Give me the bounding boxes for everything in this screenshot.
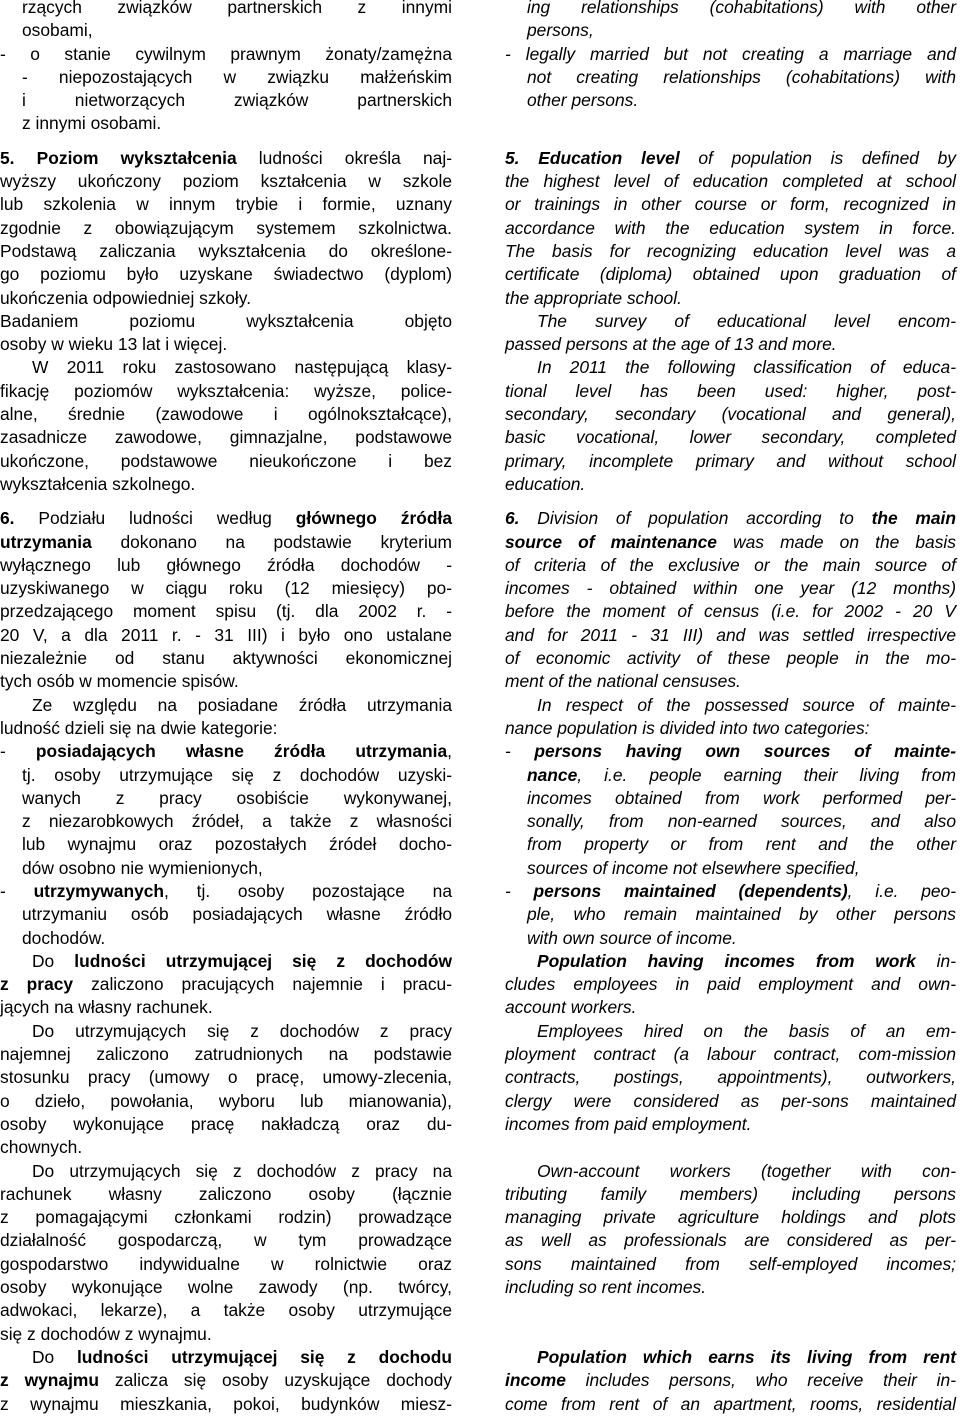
text-line: tych osób w momencie spisów. <box>0 671 239 692</box>
text-line: the appropriate school. <box>505 287 682 308</box>
text-line: Badaniem poziomu wykształcenia objęto <box>0 310 452 331</box>
text-line: 20 V, a dla 2011 r. - 31 III) i było ono ustalane <box>0 624 452 645</box>
paragraph-gap <box>0 136 452 147</box>
text-line: wyższy ukończony poziom kształcenia w szkole <box>0 171 452 192</box>
text-line: z innymi osobami. <box>22 113 162 134</box>
text-line: ukończenia odpowiedniej szkoły. <box>0 287 252 308</box>
text-run: Division of population according to <box>519 508 872 529</box>
text-line: Own-account workers (together with con- <box>537 1160 956 1181</box>
text-line <box>0 1369 452 1392</box>
text-line: In 2011 the following classification of educa- <box>537 357 956 378</box>
text-line <box>505 507 956 530</box>
text-line: chownych. <box>0 1137 83 1158</box>
text-line <box>505 147 956 170</box>
text-run: in- <box>915 950 956 971</box>
text-line <box>0 531 452 554</box>
text-line: tional level has been used: higher, post- <box>505 380 956 401</box>
bold-term: z pracy <box>0 974 74 995</box>
text-line: from property or from rent and the other <box>527 834 956 855</box>
text-line: ukończone, podstawowe nieukończone i bez <box>0 450 452 471</box>
bold-term: the main <box>871 508 956 529</box>
text-line: niezależnie od stanu aktywności ekonomicznej <box>0 648 452 669</box>
text-line: accordance with the education system in force. <box>505 217 956 238</box>
bold-term: utrzymania <box>0 531 92 552</box>
text-line: Podstawą zaliczania wykształcenia do określone- <box>0 240 452 261</box>
text-line: of economic activity of these people in the mo- <box>505 648 956 669</box>
text-line: or trainings in other course or form, recognized in <box>505 194 956 215</box>
bold-term: 6. <box>505 508 520 529</box>
bold-term: persons maintained (dependents) <box>533 880 848 901</box>
paragraph-gap <box>505 112 956 123</box>
text-line <box>505 764 956 787</box>
text-line: zasadnicze zawodowe, gimnazjalne, podstawowe <box>0 427 452 448</box>
bold-term: nance <box>527 764 578 785</box>
text-line: the highest level of education completed at school <box>505 171 956 192</box>
text-run: of population is defined by <box>679 147 956 168</box>
text-line: not creating relationships (cohabitations) with <box>527 66 956 87</box>
text-run: , tj. osoby pozostające na <box>164 880 453 901</box>
bold-term: income <box>505 1370 566 1391</box>
text-line: ludność dzieli się na dwie kategorie: <box>0 717 278 738</box>
bold-term: głównego źródła <box>295 508 452 529</box>
text-line <box>0 147 452 170</box>
text-line <box>505 1369 956 1392</box>
text-line: before the moment of census (i.e. for 2002 - 20 V <box>505 601 956 622</box>
text-line: sources of income not elsewhere specified, <box>527 857 860 878</box>
text-line: z pomagającymi członkami rodzin) prowadzące <box>0 1207 452 1228</box>
text-line: sons maintained from self-employed incomes; <box>505 1253 956 1274</box>
english-column <box>505 0 956 1416</box>
text-run: Do <box>32 950 75 971</box>
text-line: The basis for recognizing education level was a <box>505 240 956 261</box>
text-line: przedzającego moment spisu (tj. dla 2002 r. - <box>0 601 452 622</box>
text-line: Do utrzymujących się z dochodów z pracy na <box>32 1160 452 1181</box>
text-line: and for 2011 - 31 III) and was settled irrespective <box>505 624 956 645</box>
text-line: education. <box>505 473 586 494</box>
text-line: clergy were considered as per-sons maintained <box>505 1090 956 1111</box>
text-line: ing relationships (cohabitations) with other <box>527 0 956 17</box>
bold-term: Population having incomes from work <box>537 950 916 971</box>
text-run: Podziału ludności według <box>14 508 296 529</box>
polish-column <box>0 0 452 1416</box>
text-line: - o stanie cywilnym prawnym żonaty/zamężna <box>0 43 452 64</box>
text-run: Do <box>32 1346 77 1367</box>
paragraph-gap <box>505 496 956 507</box>
text-run: includes persons, who receive their in- <box>565 1370 956 1391</box>
text-line: wykształcenia szkolnego. <box>0 473 196 494</box>
bold-term: 5. Poziom wykształcenia <box>0 147 237 168</box>
text-line: wyłącznego lub głównego źródła dochodów - <box>0 554 452 575</box>
text-line: rzących związków partnerskich z innymi <box>22 0 452 17</box>
text-line: dochodów. <box>22 927 106 948</box>
text-line: o dzieło, powołania, wyboru lub mianowania), <box>0 1090 452 1111</box>
text-line: z wynajmu mieszkania, pokoi, budynków miesz- <box>0 1393 452 1414</box>
text-run: , <box>447 741 453 762</box>
text-line: osobami, <box>22 20 93 41</box>
text-line: account workers. <box>505 997 637 1018</box>
bold-term: z wynajmu <box>0 1370 99 1391</box>
text-line <box>0 740 452 763</box>
text-line: W 2011 roku zastosowano następującą klasy- <box>32 357 452 378</box>
text-line: incomes from paid employment. <box>505 1113 752 1134</box>
text-line: uzyskiwanego w ciągu roku (12 miesięcy) po- <box>0 578 452 599</box>
text-line: ployment contract (a labour contract, com-mission <box>505 1044 956 1065</box>
text-line: ple, who remain maintained by other persons <box>527 904 956 925</box>
bold-term: persons having own sources of mainte- <box>534 741 956 762</box>
text-line: The survey of educational level encom- <box>537 310 956 331</box>
text-line: Ze względu na posiadane źródła utrzymania <box>32 694 452 715</box>
text-run: ludności określa naj- <box>236 147 452 168</box>
blank-line <box>505 1299 956 1322</box>
text-line: certificate (diploma) obtained upon graduation of <box>505 264 956 285</box>
text-line: tributing family members) including persons <box>505 1183 956 1204</box>
text-line: passed persons at the age of 13 and more. <box>505 334 837 355</box>
text-line: osoby w wieku 13 lat i więcej. <box>0 334 228 355</box>
text-run: , i.e. people earning their living from <box>577 764 956 785</box>
text-line: nance population is divided into two categories: <box>505 717 870 738</box>
text-line: Employees hired on the basis of an em- <box>537 1020 956 1041</box>
bold-term: posiadających własne źródła utrzymania <box>35 741 448 762</box>
text-line: zgodnie z obowiązującym systemem szkolnictwa. <box>0 217 452 238</box>
text-line <box>505 950 956 973</box>
text-run: - <box>505 880 534 901</box>
text-line: utrzymaniu osób posiadających własne źródło <box>22 904 452 925</box>
text-line <box>0 1346 452 1369</box>
text-line <box>0 973 452 996</box>
text-line: najemnej zaliczono zatrudnionych na podstawie <box>0 1044 452 1065</box>
text-line <box>505 1346 956 1369</box>
text-line: persons, <box>527 20 594 41</box>
text-line <box>505 880 956 903</box>
text-line <box>505 740 956 763</box>
text-line: wanych z pracy osobiście wykonywanej, <box>22 787 452 808</box>
text-line: ment of the national censuses. <box>505 671 741 692</box>
text-line: secondary, secondary (vocational and general), <box>505 404 956 425</box>
bold-term: ludności utrzymującej się z dochodów <box>74 950 452 971</box>
text-line: as well as professionals are considered as per- <box>505 1230 956 1251</box>
text-line <box>0 950 452 973</box>
text-run: zalicza się osoby uzyskujące dochody <box>99 1370 452 1391</box>
text-line: dów osobno nie wymienionych, <box>22 857 263 878</box>
text-line: incomes - obtained within one year (12 months) <box>505 578 956 599</box>
text-line: come from rent of an apartment, rooms, residential <box>505 1393 956 1414</box>
text-line: z niezarobkowych źródeł, a także z własności <box>22 811 452 832</box>
text-run: - <box>0 880 34 901</box>
text-line: In respect of the possessed source of mainte- <box>537 694 956 715</box>
text-run: - <box>0 741 36 762</box>
text-line: gospodarstwo indywidualne w rolnictwie oraz <box>0 1253 452 1274</box>
text-run: zaliczono pracujących najemnie i pracu- <box>73 974 453 995</box>
text-run: was made on the basis <box>716 531 956 552</box>
text-line: się z dochodów z wynajmu. <box>0 1323 212 1344</box>
text-line: incomes obtained from work performed per- <box>527 787 956 808</box>
text-line: osoby wykonujące pracę nakładczą oraz du- <box>0 1113 452 1134</box>
text-run: , i.e. peo- <box>847 880 956 901</box>
text-line: rachunek własny zaliczono osoby (łącznie <box>0 1183 452 1204</box>
text-line: basic vocational, lower secondary, completed <box>505 427 956 448</box>
text-line <box>0 507 452 530</box>
bold-term: Population which earns its living from rent <box>537 1346 956 1367</box>
text-line: cludes employees in paid employment and own- <box>505 974 956 995</box>
text-line: alne, średnie (zawodowe i ogólnokształcące), <box>0 404 452 425</box>
text-line: osoby wykonujące wolne zawody (np. twórcy, <box>0 1277 452 1298</box>
text-line: fikację poziomów wykształcenia: wyższe, police- <box>0 380 452 401</box>
text-line: with own source of income. <box>527 927 737 948</box>
text-line: other persons. <box>527 90 639 111</box>
bold-term: ludności utrzymującej się z dochodu <box>76 1346 453 1367</box>
text-line: lub wynajmu oraz pozostałych źródeł docho- <box>22 834 452 855</box>
text-line: działalność gospodarczą, w tym prowadzące <box>0 1230 452 1251</box>
blank-line <box>505 1136 956 1159</box>
text-line: i nietworzących związków partnerskich <box>22 90 452 111</box>
text-line <box>505 531 956 554</box>
text-line: lub szkolenia w innym trybie i formie, uznany <box>0 194 452 215</box>
text-line: including so rent incomes. <box>505 1277 707 1298</box>
text-line: sonally, from non-earned sources, and also <box>527 811 956 832</box>
text-line: tj. osoby utrzymujące się z dochodów uzyski- <box>22 764 452 785</box>
text-run: - <box>505 741 535 762</box>
blank-line <box>505 123 956 146</box>
text-line: primary, incomplete primary and without school <box>505 450 956 471</box>
bold-term: utrzymywanych <box>33 880 165 901</box>
text-line: adwokaci, lekarze), a także osoby utrzymujące <box>0 1300 452 1321</box>
text-line <box>0 880 452 903</box>
text-line: Do utrzymujących się z dochodów z pracy <box>32 1020 452 1041</box>
bold-term: source of maintenance <box>505 531 717 552</box>
blank-line <box>505 1323 956 1346</box>
text-line: - niepozostających w związku małżeńskim <box>22 66 452 87</box>
text-line: go poziomu było uzyskane świadectwo (dyplom) <box>0 264 452 285</box>
text-line: of criteria of the exclusive or the main source of <box>505 554 956 575</box>
text-line: managing private agriculture holdings and plots <box>505 1207 956 1228</box>
text-line: jących na własny rachunek. <box>0 997 213 1018</box>
text-line: - legally married but not creating a marriage and <box>505 43 956 64</box>
paragraph-gap <box>0 496 452 507</box>
text-line: contracts, postings, appointments), outworkers, <box>505 1067 956 1088</box>
text-line: stosunku pracy (umowy o pracę, umowy-zlecenia, <box>0 1067 452 1088</box>
bold-term: 6. <box>0 508 15 529</box>
text-run: dokonano na podstawie kryterium <box>91 531 452 552</box>
bold-term: 5. Education level <box>505 147 680 168</box>
